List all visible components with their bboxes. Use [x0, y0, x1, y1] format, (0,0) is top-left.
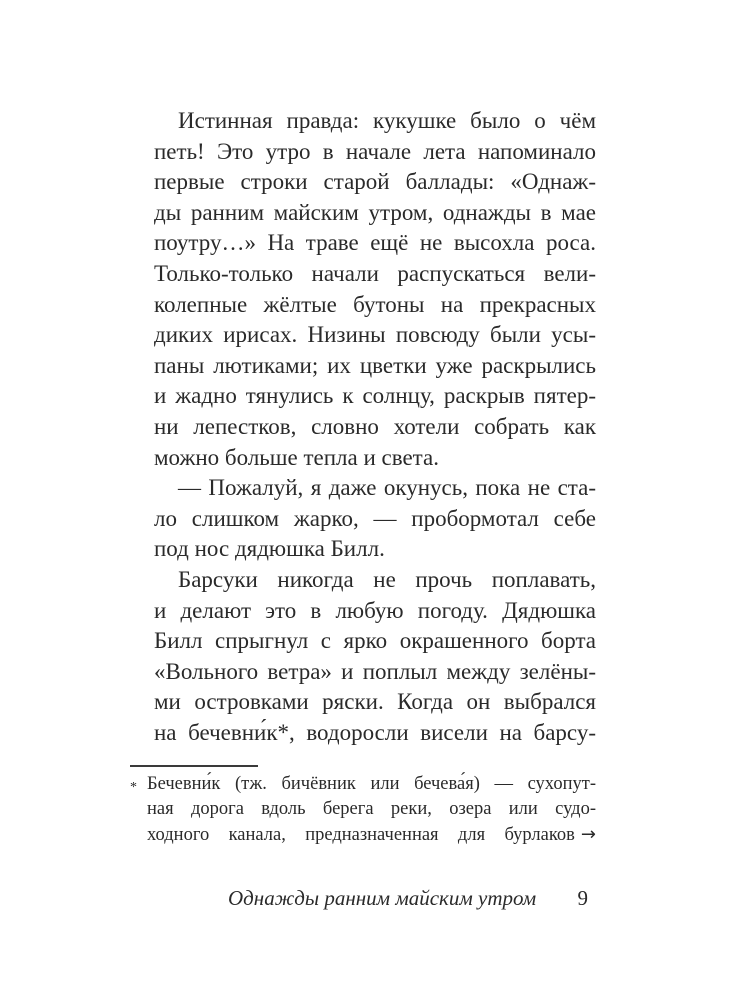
- arrow-right-icon: →: [580, 824, 596, 845]
- text-line: ни лепестков, словно хотели собрать как: [154, 413, 596, 439]
- text-line: под нос дядюшка Билл.: [154, 536, 385, 562]
- text-line: можно больше тепла и света.: [154, 444, 439, 470]
- footnote-divider: [130, 765, 258, 767]
- footnote-marker: *: [130, 780, 137, 795]
- footnote-text: ходного канала, предназначенная для бурлаков: [147, 825, 575, 845]
- paragraph-2: [130, 473, 596, 565]
- text-line: петь! Это утро в начале лета напоминало: [154, 138, 596, 164]
- paragraph-1: [130, 106, 596, 473]
- footnote-line: ная дорога вдоль берега реки, озера или судо-: [147, 799, 596, 819]
- footnote-line: [130, 822, 596, 848]
- text-line: «Вольного ветра» и поплыл между зелёны-: [154, 658, 596, 684]
- text-line: Билл спрыгнул с ярко окрашенного борта: [154, 628, 596, 654]
- text-line: Истинная правда: кукушке было о чём: [178, 108, 596, 133]
- footnote: [130, 772, 596, 848]
- running-footer: [130, 883, 596, 913]
- text-line: на бечевни́к*, водоросли висели на барсу-: [154, 719, 596, 745]
- text-line: поутру…» На траве ещё не высохла роса.: [154, 230, 596, 256]
- text-line: первые строки старой баллады: «Однаж-: [154, 169, 596, 195]
- text-line: паны лютиками; их цветки уже раскрылись: [154, 352, 596, 378]
- footnote-line: [130, 772, 596, 797]
- text-line: диких ирисах. Низины повсюду были усы-: [154, 322, 596, 348]
- text-line: ло слишком жарко, — пробормотал себе: [154, 505, 596, 531]
- text-line: и жадно тянулись к солнцу, раскрыв пятер-: [154, 383, 596, 409]
- page-number: 9: [577, 886, 588, 910]
- text-line: ми островками ряски. Когда он выбрался: [154, 689, 596, 715]
- footnote-text: Бечевни́к (тж. бичёвник или бечева́я) — сухопут-: [147, 774, 596, 794]
- text-line: Только-только начали распускаться вели-: [154, 260, 596, 286]
- paragraph-3: [130, 565, 596, 749]
- text-line: колепные жёлтые бутоны на прекрасных: [154, 291, 596, 317]
- book-page: [130, 106, 596, 748]
- main-text: [130, 106, 596, 748]
- text-line: ды ранним майским утром, однажды в мае: [154, 199, 596, 225]
- text-line: и делают это в любую погоду. Дядюшка: [154, 597, 596, 623]
- text-line: Барсуки никогда не прочь поплавать,: [178, 566, 596, 592]
- running-title: Однажды ранним майским утром: [228, 886, 537, 910]
- text-line: — Пожалуй, я даже окунусь, пока не ста-: [178, 475, 596, 501]
